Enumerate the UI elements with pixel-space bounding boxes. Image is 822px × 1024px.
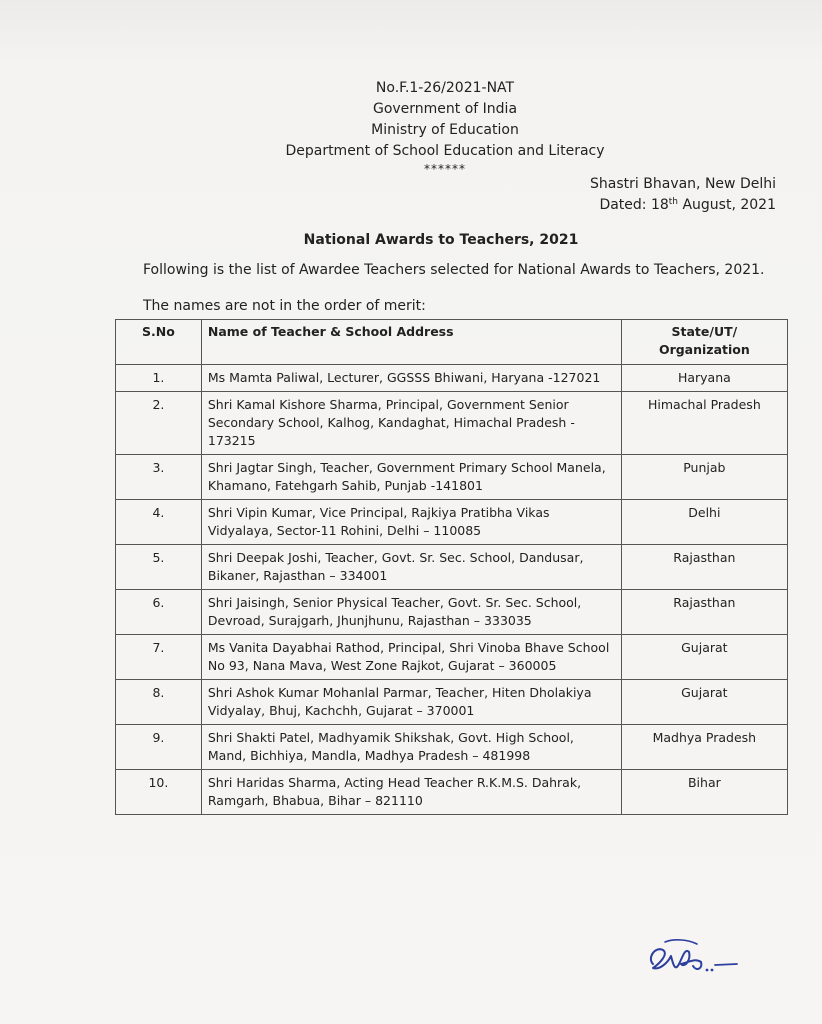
file-number: No.F.1-26/2021-NAT	[375, 80, 515, 96]
row-sno: 9.	[116, 725, 202, 770]
intro-text: Following is the list of Awardee Teachers selected for National Awards to Teachers, 2021.	[143, 262, 765, 278]
row-state: Haryana	[621, 365, 787, 392]
row-name: Ms Vanita Dayabhai Rathod, Principal, Shri Vinoba Bhave School No 93, Nana Mava, West Zone Rajkot, Gujarat – 360005	[201, 635, 621, 680]
awardee-table	[115, 319, 788, 815]
header-state-line1: State/UT/	[671, 324, 738, 339]
row-state: Rajasthan	[621, 590, 787, 635]
row-sno: 8.	[116, 680, 202, 725]
department-line: Department of School Education and Literacy	[285, 143, 605, 159]
row-name: Shri Jagtar Singh, Teacher, Government Primary School Manela, Khamano, Fatehgarh Sahib, Punjab -141801	[201, 455, 621, 500]
row-sno: 6.	[116, 590, 202, 635]
handwritten-signature	[645, 934, 740, 982]
table-row	[116, 545, 788, 590]
row-name: Shri Ashok Kumar Mohanlal Parmar, Teacher, Hiten Dholakiya Vidyalay, Bhuj, Kachchh, Gujarat – 370001	[201, 680, 621, 725]
row-sno: 5.	[116, 545, 202, 590]
row-name: Shri Kamal Kishore Sharma, Principal, Government Senior Secondary School, Kalhog, Kandaghat, Himachal Pradesh - 173215	[201, 392, 621, 455]
row-name: Shri Vipin Kumar, Vice Principal, Rajkiya Pratibha Vikas Vidyalaya, Sector-11 Rohini, Delhi – 110085	[201, 500, 621, 545]
row-name: Shri Haridas Sharma, Acting Head Teacher R.K.M.S. Dahrak, Ramgarh, Bhabua, Bihar – 821110	[201, 770, 621, 815]
row-sno: 3.	[116, 455, 202, 500]
row-sno: 10.	[116, 770, 202, 815]
row-state: Gujarat	[621, 680, 787, 725]
row-state: Bihar	[621, 770, 787, 815]
government-line: Government of India	[372, 101, 518, 117]
row-state: Gujarat	[621, 635, 787, 680]
row-state: Punjab	[621, 455, 787, 500]
date-suffix: August, 2021	[678, 197, 776, 213]
table-row	[116, 635, 788, 680]
table-row	[116, 725, 788, 770]
row-name: Ms Mamta Paliwal, Lecturer, GGSSS Bhiwani, Haryana -127021	[201, 365, 621, 392]
row-name: Shri Shakti Patel, Madhyamik Shikshak, Govt. High School, Mand, Bichhiya, Mandla, Madhya Pradesh – 481998	[201, 725, 621, 770]
date-ordinal: th	[668, 197, 679, 207]
table-row	[116, 365, 788, 392]
table-row	[116, 590, 788, 635]
table-row	[116, 770, 788, 815]
row-name: Shri Jaisingh, Senior Physical Teacher, Govt. Sr. Sec. School, Devroad, Surajgarh, Jhunjhunu, Rajasthan – 333035	[201, 590, 621, 635]
location-line: Shastri Bhavan, New Delhi	[590, 176, 776, 192]
place-and-date	[590, 174, 776, 216]
row-name: Shri Deepak Joshi, Teacher, Govt. Sr. Sec. School, Dandusar, Bikaner, Rajasthan – 334001	[201, 545, 621, 590]
header-state	[621, 320, 787, 365]
table-header-row	[116, 320, 788, 365]
row-sno: 1.	[116, 365, 202, 392]
header-state-line2: Organization	[658, 342, 750, 357]
row-sno: 4.	[116, 500, 202, 545]
row-state: Delhi	[621, 500, 787, 545]
header-name: Name of Teacher & School Address	[201, 320, 621, 365]
date-prefix: Dated: 18	[599, 197, 669, 213]
row-state: Himachal Pradesh	[621, 392, 787, 455]
document-title: National Awards to Teachers, 2021	[303, 232, 579, 248]
ministry-line: Ministry of Education	[371, 122, 519, 138]
row-state: Madhya Pradesh	[621, 725, 787, 770]
table-row	[116, 392, 788, 455]
merit-note: The names are not in the order of merit:	[143, 298, 426, 314]
date-line	[590, 195, 776, 216]
row-sno: 7.	[116, 635, 202, 680]
header-sno: S.No	[116, 320, 202, 365]
row-sno: 2.	[116, 392, 202, 455]
table-row	[116, 500, 788, 545]
separator-stars: ******	[424, 162, 466, 176]
row-state: Rajasthan	[621, 545, 787, 590]
table-row	[116, 455, 788, 500]
letter-header	[230, 78, 660, 176]
table-row	[116, 680, 788, 725]
